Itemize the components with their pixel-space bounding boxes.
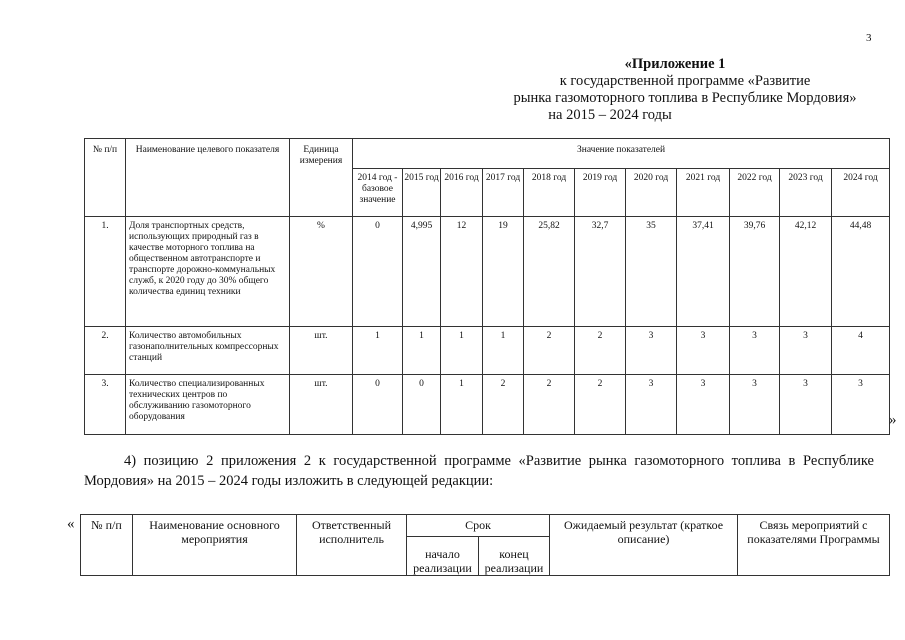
row-value: 2 <box>524 327 575 375</box>
row-value: 35 <box>626 217 677 327</box>
row-value: 3 <box>677 375 730 435</box>
row-value: 0 <box>353 375 403 435</box>
header-term-start: начало реализации <box>407 537 479 576</box>
row-indicator-name: Количество специализированных технических центров по обслуживанию газомоторного оборудования <box>126 375 290 435</box>
row-value: 3 <box>626 327 677 375</box>
row-value: 37,41 <box>677 217 730 327</box>
header-link-to-indicators: Связь мероприятий с показателями Программы <box>738 515 890 576</box>
header-unit: Единица измерения <box>290 139 353 217</box>
header-year: 2018 год <box>524 169 575 217</box>
header-year: 2024 год <box>832 169 890 217</box>
row-value: 32,7 <box>575 217 626 327</box>
header-event-name: Наименование основного мероприятия <box>133 515 297 576</box>
row-value: 0 <box>403 375 441 435</box>
row-value: 3 <box>780 375 832 435</box>
opening-quote: « <box>67 516 75 532</box>
row-unit: шт. <box>290 327 353 375</box>
row-value: 2 <box>483 375 524 435</box>
row-num: 2. <box>85 327 126 375</box>
row-value: 0 <box>353 217 403 327</box>
page-number: 3 <box>866 32 872 44</box>
header-term: Срок <box>407 515 550 537</box>
row-value: 4,995 <box>403 217 441 327</box>
appendix-subtitle-line-2: рынка газомоторного топлива в Республике Мордовия» <box>513 90 857 106</box>
table-row <box>85 327 890 375</box>
header-year: 2016 год <box>441 169 483 217</box>
row-value: 3 <box>730 327 780 375</box>
row-value: 1 <box>483 327 524 375</box>
row-num: 3. <box>85 375 126 435</box>
row-value: 3 <box>730 375 780 435</box>
row-value: 1 <box>441 327 483 375</box>
row-indicator-name: Доля транспортных средств, использующих природный газ в качестве моторного топлива на общественном автотранспорте и транспорте дорожно-коммунальных служб, к 2020 году до 30% общего количества единиц техники <box>126 217 290 327</box>
row-value: 25,82 <box>524 217 575 327</box>
header-term-end: конец реализации <box>479 537 550 576</box>
header-values: Значение показателей <box>353 139 890 169</box>
row-value: 3 <box>832 375 890 435</box>
row-value: 42,12 <box>780 217 832 327</box>
closing-quote: » <box>889 412 897 428</box>
row-value: 2 <box>575 327 626 375</box>
row-unit: шт. <box>290 375 353 435</box>
row-value: 3 <box>780 327 832 375</box>
row-value: 3 <box>677 327 730 375</box>
appendix-subtitle-line-3: на 2015 – 2024 годы <box>548 107 672 123</box>
events-table <box>80 514 890 576</box>
row-value: 4 <box>832 327 890 375</box>
header-year: 2014 год - базовое значение <box>353 169 403 217</box>
header-num: № п/п <box>81 515 133 576</box>
header-expected-result: Ожидаемый результат (краткое описание) <box>550 515 738 576</box>
row-num: 1. <box>85 217 126 327</box>
row-value: 1 <box>403 327 441 375</box>
table-row <box>85 375 890 435</box>
header-year: 2022 год <box>730 169 780 217</box>
row-value: 1 <box>441 375 483 435</box>
header-year: 2019 год <box>575 169 626 217</box>
header-responsible: Ответственный исполнитель <box>297 515 407 576</box>
header-year: 2015 год <box>403 169 441 217</box>
header-num: № п/п <box>85 139 126 217</box>
header-year: 2021 год <box>677 169 730 217</box>
row-value: 1 <box>353 327 403 375</box>
row-value: 12 <box>441 217 483 327</box>
row-value: 19 <box>483 217 524 327</box>
header-year: 2020 год <box>626 169 677 217</box>
row-value: 39,76 <box>730 217 780 327</box>
header-year: 2017 год <box>483 169 524 217</box>
header-indicator-name: Наименование целевого показателя <box>126 139 290 217</box>
amendment-paragraph: 4) позицию 2 приложения 2 к государственной программе «Развитие рынка газомоторного топлива в Республике Мордовия» на 2015 – 2024 годы изложить в следующей редакции: <box>84 453 874 489</box>
row-value: 44,48 <box>832 217 890 327</box>
row-value: 3 <box>626 375 677 435</box>
appendix-subtitle-line-1: к государственной программе «Развитие <box>559 73 811 89</box>
table-row <box>85 217 890 327</box>
appendix-title: «Приложение 1 <box>624 56 726 72</box>
header-year: 2023 год <box>780 169 832 217</box>
row-indicator-name: Количество автомобильных газонаполнительных компрессорных станций <box>126 327 290 375</box>
row-unit: % <box>290 217 353 327</box>
indicators-table <box>84 138 890 435</box>
row-value: 2 <box>575 375 626 435</box>
row-value: 2 <box>524 375 575 435</box>
